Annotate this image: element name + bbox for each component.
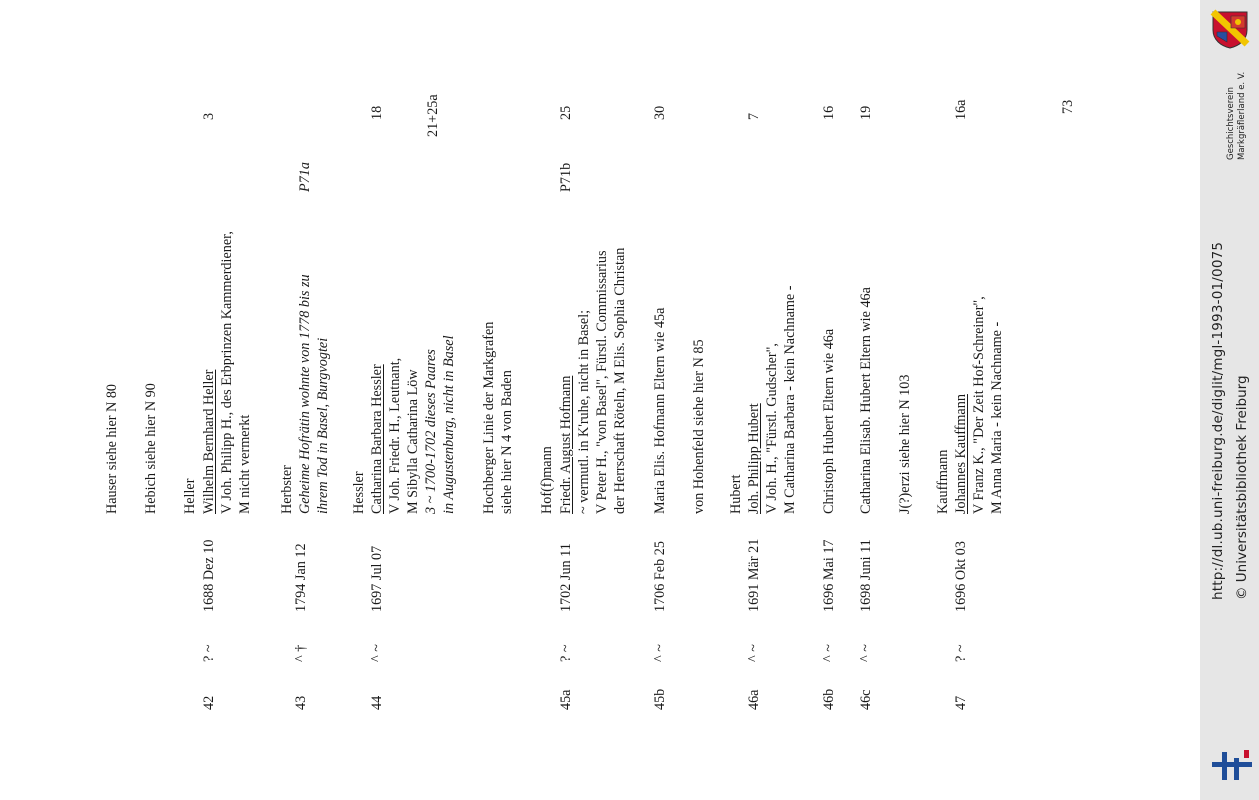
entry-page: 16a [953, 99, 969, 120]
coat-of-arms-logo [1209, 8, 1251, 50]
entry-name: Friedr. August Hofmann [558, 375, 574, 514]
entry-father: V Joh. H., "Fürstl. Gudscher", [764, 343, 780, 514]
entry-mark: ? ~ [201, 644, 217, 662]
university-library-logo [1212, 748, 1252, 784]
entry-mother: M Sibylla Catharina Löw [405, 369, 421, 514]
entry-surname: Heller [182, 478, 198, 514]
entry-note: ihrem Tod in Basel, Burgvogtei [315, 337, 331, 514]
entry-name: Maria Elis. Hofmann Eltern wie 45a [652, 307, 668, 514]
entry-date: 1706 Feb 25 [652, 541, 668, 612]
entry-date: 1688 Dez 10 [201, 539, 217, 612]
entry-mother: M Anna Maria - kein Nachname - [989, 321, 1005, 514]
entry-father: V Peter H., "von Basel", Fürstl. Commissarius [594, 250, 610, 514]
entry-date: 1691 Mär 21 [746, 538, 762, 612]
entry-mark: ? ~ [558, 644, 574, 662]
entry-page: 19 [858, 105, 874, 120]
entry-ref: P71b [558, 162, 574, 192]
entry-name: Joh. Philipp Hubert [746, 403, 762, 514]
copyright-notice: © Universitätsbibliothek Freiburg [1234, 375, 1250, 600]
entry-date: 1696 Okt 03 [953, 541, 969, 612]
entry-surname: Herbster [279, 465, 295, 514]
entry-surname: Hubert [728, 474, 744, 514]
entry-date: 1697 Jul 07 [369, 545, 385, 612]
entry-surname: Kauffmann [935, 449, 951, 514]
entry-name: Christoph Hubert Eltern wie 46a [821, 328, 837, 514]
entry-number: 44 [369, 695, 385, 710]
entry-name: Catharina Barbara Hessler [369, 364, 385, 514]
entry-page: 18 [369, 105, 385, 120]
entry-hauser: Hauser siehe hier N 80 [104, 383, 120, 514]
entry-note: 3 ~ 1700-1702 dieses Paares [423, 349, 439, 514]
entry-jerzi: J(?)erzi siehe hier N 103 [897, 374, 913, 514]
entry-mark: ^ ~ [821, 644, 837, 662]
entry-number: 45b [652, 688, 668, 710]
entry-page: 21+25a [425, 94, 441, 137]
sidebar-content [1200, 0, 1259, 800]
viewer-sidebar [1200, 0, 1259, 800]
entry-page: 7 [746, 112, 762, 120]
entry-surname: Hessler [351, 471, 367, 514]
entry-page: 3 [201, 112, 217, 120]
entry-mother: M nicht vermerkt [237, 414, 253, 514]
entry-number: 45a [558, 689, 574, 710]
society-name: Markgräflerland e. V. [1237, 71, 1247, 160]
entry-date: 1698 Juni 11 [858, 539, 874, 612]
entry-mother: der Herrschaft Röteln, M Elis. Sophia Christan [612, 247, 628, 514]
entry-hebich: Hebich siehe hier N 90 [143, 383, 159, 514]
entry-hochberger: Hochberger Linie der Markgrafen [481, 321, 497, 514]
page-number: 73 [1060, 99, 1076, 114]
source-url[interactable]: http://dl.ub.uni-freiburg.de/diglit/mgl-1993-01/0075 [1210, 241, 1226, 600]
entry-page: 30 [652, 105, 668, 120]
entry-ref: P71a [297, 162, 313, 192]
entry-mark: ^ ~ [858, 644, 874, 662]
entry-mark: ^ ~ [652, 644, 668, 662]
entry-mark: ? ~ [953, 644, 969, 662]
entry-mother: M Catharina Barbara - kein Nachname - [782, 285, 798, 514]
entry-number: 46b [821, 688, 837, 710]
entry-number: 46c [858, 689, 874, 710]
society-name: Geschichtsverein [1226, 86, 1236, 160]
entry-page: 16 [821, 105, 837, 120]
entry-name: Johannes Kauffmann [953, 394, 969, 514]
entry-note: ~ vermutl. in K'ruhe, nicht in Basel; [576, 309, 592, 514]
entry-date: 1794 Jan 12 [293, 543, 309, 612]
entry-number: 47 [953, 695, 969, 710]
entry-mark: ^ † [293, 644, 309, 662]
entry-number: 46a [746, 689, 762, 710]
entry-hochberger: siehe hier N 4 von Baden [499, 370, 515, 514]
entry-note: in Augustenburg, nicht in Basel [441, 335, 457, 514]
entry-number: 42 [201, 695, 217, 710]
entry-father: V Joh. Philipp H., des Erbprinzen Kammerdiener, [219, 231, 235, 514]
entry-father: V Franz K., "Der Zeit Hof-Schreiner", [971, 296, 987, 514]
entry-mark: ^ ~ [746, 644, 762, 662]
entry-name: Catharina Elisab. Hubert Eltern wie 46a [858, 287, 874, 514]
entry-mark: ^ ~ [369, 644, 385, 662]
entry-note: Geheime Hofrätin wohnte von 1778 bis zu [297, 274, 313, 514]
entry-father: V Joh. Friedr. H., Leutnant, [387, 357, 403, 514]
entry-date: 1696 Mai 17 [821, 539, 837, 612]
entry-hohenfeld: von Hohenfeld siehe hier N 85 [691, 339, 707, 514]
entry-surname: Hof(f)mann [539, 446, 555, 514]
entry-page: 25 [558, 105, 574, 120]
entry-date: 1702 Jun 11 [558, 543, 574, 612]
entry-number: 43 [293, 695, 309, 710]
entry-name: Wilhelm Bernhard Heller [201, 369, 217, 514]
